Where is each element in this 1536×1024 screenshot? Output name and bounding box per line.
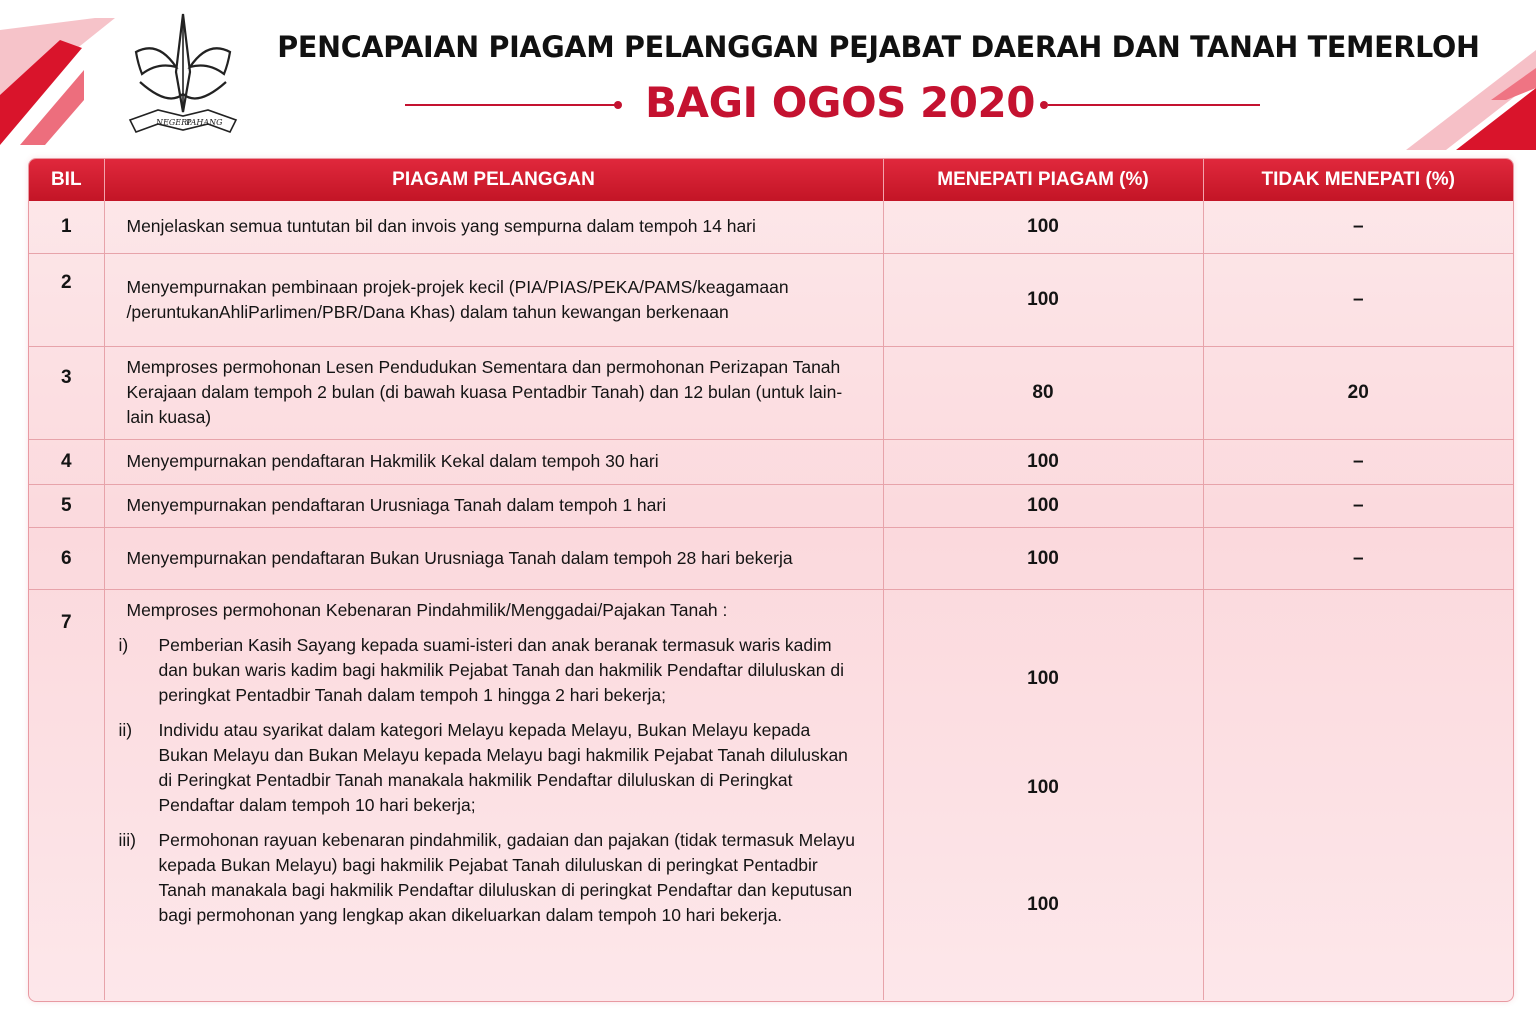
- row-number: 7: [29, 589, 104, 1000]
- row-menepati: 100: [1027, 667, 1059, 689]
- subtitle-dot-right: [1040, 101, 1048, 109]
- decor-stripes-left: [0, 0, 130, 150]
- row-description: [104, 589, 883, 1000]
- page-subtitle: BAGI OGOS 2020: [645, 78, 1035, 127]
- row-description: Memproses permohonan Lesen Pendudukan Sementara dan permohonan Perizapan Tanah Kerajaan dalam tempoh 2 bulan (di bawah kuasa Pentadbir Tanah) dan 12 bulan (untuk lain-lain kuasa): [104, 346, 883, 439]
- row-tidak: –: [1203, 201, 1513, 253]
- col-header-tidak: TIDAK MENEPATI (%): [1203, 159, 1513, 201]
- row-number: 3: [29, 346, 104, 439]
- table-row: [29, 201, 1513, 253]
- row7-menepati-cell: [883, 589, 1203, 1000]
- row-description: Menyempurnakan pendaftaran Bukan Urusniaga Tanah dalam tempoh 28 hari bekerja: [104, 527, 883, 589]
- row7-intro: Memproses permohonan Kebenaran Pindahmilik/Menggadai/Pajakan Tanah :: [126, 599, 728, 620]
- row-tidak: 20: [1203, 346, 1513, 439]
- list-item-number: ii): [118, 719, 133, 740]
- subtitle-rule-left: [405, 104, 615, 106]
- row-number: 5: [29, 484, 104, 527]
- row-menepati: 100: [883, 484, 1203, 527]
- col-header-menepati: MENEPATI PIAGAM (%): [883, 159, 1203, 201]
- col-header-piagam: PIAGAM PELANGGAN: [104, 159, 883, 201]
- table-header-row: [29, 159, 1513, 201]
- page-title: PENCAPAIAN PIAGAM PELANGGAN PEJABAT DAERAH DAN TANAH TEMERLOH: [277, 30, 1480, 64]
- row-description: Menjelaskan semua tuntutan bil dan invois yang sempurna dalam tempoh 14 hari: [104, 201, 883, 253]
- row-menepati: 100: [883, 527, 1203, 589]
- list-item: [118, 718, 865, 818]
- list-item-number: i): [118, 634, 129, 655]
- list-item-text: Pemberian Kasih Sayang kepada suami-isteri dan anak beranak termasuk waris kadim dan bukan waris kadim bagi hakmilik Pejabat Tanah dan hakmilik Pendaftar diluluskan di peringkat Pentadbir Tanah dalam tempoh 1 hingga 2 hari bekerja;: [158, 634, 844, 705]
- table-row: [29, 527, 1513, 589]
- col-header-bil: BIL: [29, 159, 104, 201]
- row-description: Menyempurnakan pendaftaran Urusniaga Tanah dalam tempoh 1 hari: [104, 484, 883, 527]
- row-tidak: –: [1203, 439, 1513, 484]
- list-item-number: iii): [118, 829, 136, 850]
- row-menepati: 100: [1027, 776, 1059, 798]
- list-item-text: Individu atau syarikat dalam kategori Melayu kepada Melayu, Bukan Melayu kepada Bukan Melayu dan Bukan Melayu kepada Melayu bagi hakmilik Pejabat Tanah diluluskan di Peringkat Pentadbir Tanah manakala hakmilik Pendaftar diluluskan di Peringkat Pendaftar dalam tempoh 10 hari bekerja;: [158, 719, 848, 815]
- table-row: [29, 589, 1513, 1000]
- row-number: 6: [29, 527, 104, 589]
- row-menepati: 100: [883, 253, 1203, 346]
- subtitle-rule-right: [1048, 104, 1260, 106]
- list-item-text: Permohonan rayuan kebenaran pindahmilik, gadaian dan pajakan (tidak termasuk Melayu kepada Bukan Melayu) bagi hakmilik Pejabat Tanah diluluskan di peringkat Pentadbir Tanah manakala bagi hakmilik Pendaftar diluluskan di peringkat Pendaftar dan keputusan bagi permohonan yang lengkap akan dikeluarkan dalam tempoh 10 hari bekerja.: [158, 829, 856, 925]
- svg-text:NEGERI: NEGERI: [156, 118, 191, 127]
- table-row: [29, 346, 1513, 439]
- table-row: [29, 484, 1513, 527]
- row7-tidak-cell: [1203, 589, 1513, 1000]
- pahang-state-crest-icon: [128, 12, 238, 140]
- subtitle-dot-left: [614, 101, 622, 109]
- row-menepati: 100: [1027, 893, 1059, 915]
- svg-text:PAHANG: PAHANG: [186, 118, 223, 127]
- table-row: [29, 253, 1513, 346]
- row-number: 1: [29, 201, 104, 253]
- row-menepati: 100: [883, 439, 1203, 484]
- row-number: 4: [29, 439, 104, 484]
- list-item: [118, 828, 865, 928]
- table-row: [29, 439, 1513, 484]
- row-description: Menyempurnakan pendaftaran Hakmilik Kekal dalam tempoh 30 hari: [104, 439, 883, 484]
- row-tidak: –: [1203, 527, 1513, 589]
- row-menepati: 80: [883, 346, 1203, 439]
- row-tidak: –: [1203, 253, 1513, 346]
- row-description: Menyempurnakan pembinaan projek-projek kecil (PIA/PIAS/PEKA/PAMS/keagamaan /peruntukanAhliParlimen/PBR/Dana Khas) dalam tahun kewangan berkenaan: [104, 253, 883, 346]
- row-menepati: 100: [883, 201, 1203, 253]
- list-item: [118, 633, 865, 708]
- row-tidak: –: [1203, 484, 1513, 527]
- row-number: 2: [29, 253, 104, 346]
- charter-table: [28, 158, 1514, 1002]
